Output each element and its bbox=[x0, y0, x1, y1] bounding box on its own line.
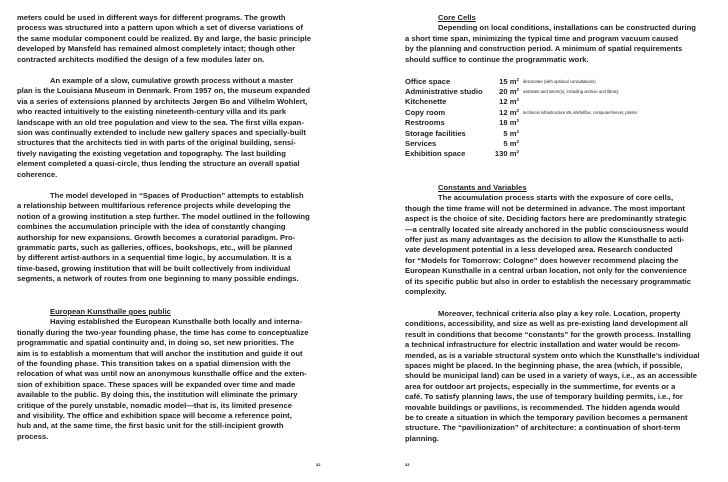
text-line: sion of exhibition space. These spaces will be expanded over time and made bbox=[17, 379, 296, 389]
area-value: 12 bbox=[499, 97, 508, 107]
text-line: tively navigating the existing vegetation and topography. The last building bbox=[17, 148, 286, 158]
text-line: critique of the purely unstable, nomadic model—that is, its limited presence bbox=[17, 400, 292, 410]
paragraph-constants bbox=[405, 193, 691, 297]
text-line: complexity. bbox=[405, 287, 447, 297]
space-note: directorate (with optional consultations) bbox=[523, 78, 596, 84]
text-line: vate development potential in a less developed area. Research conducted bbox=[405, 245, 673, 255]
area-unit-exponent: 2 bbox=[516, 76, 519, 82]
text-line: sion was continually extended to include new gallery spaces and specially-built bbox=[17, 128, 306, 138]
text-line: notion of a growing institution a step further. The model outlined in the following bbox=[17, 211, 310, 221]
text-line: available to the public. By doing this, the institution will eliminate the primary bbox=[17, 390, 298, 400]
paragraph-core-cells bbox=[405, 23, 696, 65]
area-value: 18 bbox=[499, 118, 508, 128]
area-value: 130 bbox=[494, 149, 508, 159]
text-line: contracted architects modified the design of a few modules later on. bbox=[17, 54, 265, 64]
text-line: result in conditions that become “constants” for the growth process. Installing bbox=[405, 329, 691, 339]
text-line: The accumulation process starts with the exposure of core cells, bbox=[438, 193, 674, 203]
space-area bbox=[491, 149, 523, 159]
text-line: European Kunsthalle in a central urban location, not only for the convenience bbox=[405, 266, 687, 276]
text-line: segments, a network of routes from one beginning to many possible endings. bbox=[17, 274, 299, 284]
space-name: Storage facilities bbox=[405, 128, 466, 138]
paragraph-goes-public bbox=[17, 317, 308, 442]
area-unit-exponent: 2 bbox=[516, 139, 519, 145]
section-heading: Constants and Variables bbox=[438, 183, 527, 192]
space-row bbox=[405, 86, 637, 96]
text-line: combines the accumulation principle with the idea of constantly changing bbox=[17, 222, 286, 232]
space-name: Restrooms bbox=[405, 118, 445, 128]
space-name: Kitchenette bbox=[405, 97, 447, 107]
text-line: tionally during the two-year founding phase, the time has come to conceptualize bbox=[17, 327, 309, 337]
text-line: the same modular component could be realized. By and large, the basic principle bbox=[17, 33, 312, 43]
text-line: process was structured into a pattern upon which a set of diverse variations of bbox=[17, 23, 303, 33]
space-note: assistant and intern(s), including archive and library bbox=[523, 89, 619, 95]
text-line: aim is to establish a momentum that will anchor the institution and guide it out bbox=[17, 348, 303, 358]
text-line: hub and, at the same time, the first basic unit for the still-incipient growth bbox=[17, 421, 284, 431]
text-line: An example of a slow, cumulative growth process without a master bbox=[50, 76, 294, 85]
section-heading: European Kunsthalle goes public bbox=[50, 307, 171, 316]
space-area bbox=[491, 86, 523, 96]
space-row bbox=[405, 97, 637, 107]
text-line: though the time frame will not be determined in advance. The most important bbox=[405, 203, 685, 213]
text-line: of its specific public but also in order to establish the necessary programmatic bbox=[405, 276, 692, 286]
space-area bbox=[491, 118, 523, 128]
area-unit: m bbox=[509, 107, 517, 117]
text-line: be to create a situation in which the temporary pavilion becomes a permanent bbox=[405, 413, 688, 423]
text-line: and visibility. The office and exhibition space will become a reference point, bbox=[17, 411, 292, 421]
area-value: 12 bbox=[499, 107, 508, 117]
space-area bbox=[491, 138, 523, 148]
section-constants-variables bbox=[405, 183, 691, 297]
text-line: —a centrally located site already anchored in the public consciousness would bbox=[405, 224, 689, 234]
space-note bbox=[523, 149, 637, 159]
text-line: who reacted intuitively to the existing nineteenth-century villa and its park bbox=[17, 107, 287, 117]
text-line: planning. bbox=[405, 433, 439, 443]
text-line: offer just as many advantages as the decision to allow the Kunsthalle to acti- bbox=[405, 235, 685, 245]
text-line: grammatic parts, such as galleries, offices, bookshops, etc., will be planned bbox=[17, 243, 293, 253]
area-value: 5 bbox=[503, 128, 508, 138]
area-unit: m bbox=[509, 76, 517, 86]
text-line: element completed a quasi-circle, thus lending the structure an overall spatial bbox=[17, 159, 300, 169]
space-area bbox=[491, 76, 523, 86]
area-unit: m bbox=[509, 97, 517, 107]
space-name: Services bbox=[405, 139, 437, 149]
space-area bbox=[491, 107, 523, 117]
text-line: authorship for new expansions. Growth becomes a curatorial paradigm. Pro- bbox=[17, 232, 296, 242]
space-area bbox=[491, 128, 523, 138]
space-requirements-table bbox=[405, 76, 637, 159]
area-unit-exponent: 2 bbox=[516, 149, 519, 155]
text-line: developed by Mansfeld has remained almost completely intact; though other bbox=[17, 44, 296, 54]
text-line: structures that the architects tied in with parts of the original building, sensi- bbox=[17, 138, 296, 148]
text-line: by different artist-authors in a sequential time logic, by accumulation. It is a bbox=[17, 253, 292, 263]
area-unit-exponent: 2 bbox=[516, 87, 519, 93]
space-row bbox=[405, 149, 637, 159]
area-unit: m bbox=[509, 139, 517, 149]
area-unit: m bbox=[509, 87, 517, 97]
area-unit-exponent: 2 bbox=[516, 107, 519, 113]
text-line: should suffice to continue the programmatic work. bbox=[405, 54, 589, 64]
text-line: coherence. bbox=[17, 169, 58, 179]
area-unit-exponent: 2 bbox=[516, 118, 519, 124]
area-unit-exponent: 2 bbox=[516, 97, 519, 103]
space-row bbox=[405, 76, 637, 86]
text-line: conditions, accessibility, and size as well as pre-existing land development all bbox=[405, 319, 688, 329]
space-note bbox=[523, 128, 637, 138]
text-line: movable buildings or pavilions, is recommended. The hidden agenda would bbox=[405, 402, 680, 412]
area-unit: m bbox=[509, 149, 517, 159]
text-line: of the founding phase. This transition takes on a spatial dimension with the bbox=[17, 359, 291, 369]
text-line: a relationship between multifarious reference projects while developing the bbox=[17, 201, 291, 211]
area-unit: m bbox=[509, 128, 517, 138]
text-line: programmatic and spatial continuity and, in doing so, set new priorities. The bbox=[17, 338, 295, 348]
text-line: time-based, growing institution that will be built collectively from individual bbox=[17, 263, 291, 273]
text-line: café. To satisfy planning laws, the use of temporary building permits, i.e., for bbox=[405, 392, 683, 402]
area-unit-exponent: 2 bbox=[516, 128, 519, 134]
space-name: Office space bbox=[405, 76, 451, 86]
text-line: relocation of what was until now an anonymous kunsthalle office and the exten- bbox=[17, 369, 307, 379]
space-row bbox=[405, 118, 637, 128]
space-note: technical infrastructure WLAN/tel/fax, computer/server, printer bbox=[523, 109, 638, 115]
text-line: Moreover, technical criteria also play a key role. Location, property bbox=[438, 309, 681, 318]
text-line: meters could be used in different ways for different programs. The growth bbox=[17, 13, 286, 22]
section-european-kunsthalle bbox=[17, 307, 308, 442]
space-row bbox=[405, 128, 637, 138]
space-name: Copy room bbox=[405, 107, 446, 117]
right-page bbox=[364, 0, 728, 482]
section-core-cells bbox=[405, 13, 696, 65]
text-line: structure. The “pavilionization” of architecture: a continuation of short-term bbox=[405, 423, 681, 433]
page-number: 32 bbox=[316, 462, 321, 467]
text-line: spaces might be placed. In the beginning phase, the area (which, if possible, bbox=[405, 361, 683, 371]
text-line: The model developed in “Spaces of Production” attempts to establish bbox=[50, 191, 304, 200]
paragraph-mansfeld-continued bbox=[17, 13, 311, 65]
paragraph-louisiana-museum bbox=[17, 76, 310, 180]
text-line: for “Models for Tomorrow: Cologne” does however recommend placing the bbox=[405, 255, 679, 265]
page-number: 33 bbox=[405, 462, 410, 467]
area-value: 15 bbox=[499, 76, 508, 86]
text-line: by the planning and construction period. A minimum of spatial requirements bbox=[405, 44, 683, 54]
text-line: a short time span, minimizing the typical time and program vacuum caused bbox=[405, 33, 679, 43]
text-line: via a series of extensions planned by architects Jørgen Bo and Vilhelm Wohlert, bbox=[17, 96, 308, 106]
space-note bbox=[523, 118, 637, 128]
space-area bbox=[491, 97, 523, 107]
space-note bbox=[523, 97, 637, 107]
text-line: landscape with an old tree population and view to the sea. The first villa expan- bbox=[17, 117, 304, 127]
space-row bbox=[405, 138, 637, 148]
area-unit: m bbox=[509, 118, 517, 128]
text-line: a technical infrastructure for electric installation and water would be recom- bbox=[405, 340, 681, 350]
text-line: process. bbox=[17, 431, 49, 441]
text-line: plan is the Louisiana Museum in Denmark. From 1957 on, the museum expanded bbox=[17, 86, 311, 96]
space-name: Exhibition space bbox=[405, 149, 466, 159]
text-line: should be municipal land) can be used in a variety of ways, i.e., as an accessible bbox=[405, 371, 697, 381]
text-line: Having established the European Kunsthalle both locally and interna- bbox=[50, 317, 302, 327]
text-line: mended, as is a variable structural system onto which the Kunsthalle’s individual bbox=[405, 350, 700, 360]
space-note bbox=[523, 138, 637, 148]
text-line: aspect is the choice of site. Deciding factors here are predominantly strategic bbox=[405, 214, 687, 224]
space-name: Administrative studio bbox=[405, 87, 483, 97]
text-line: area for outdoor art projects, especially in the summertime, for events or a bbox=[405, 381, 676, 391]
area-value: 5 bbox=[503, 139, 508, 149]
space-row bbox=[405, 107, 637, 117]
text-line: Depending on local conditions, installations can be constructed during bbox=[438, 23, 696, 33]
area-value: 20 bbox=[499, 87, 508, 97]
paragraph-technical-criteria bbox=[405, 309, 700, 444]
section-heading: Core Cells bbox=[438, 13, 476, 22]
paragraph-spaces-of-production bbox=[17, 191, 310, 285]
